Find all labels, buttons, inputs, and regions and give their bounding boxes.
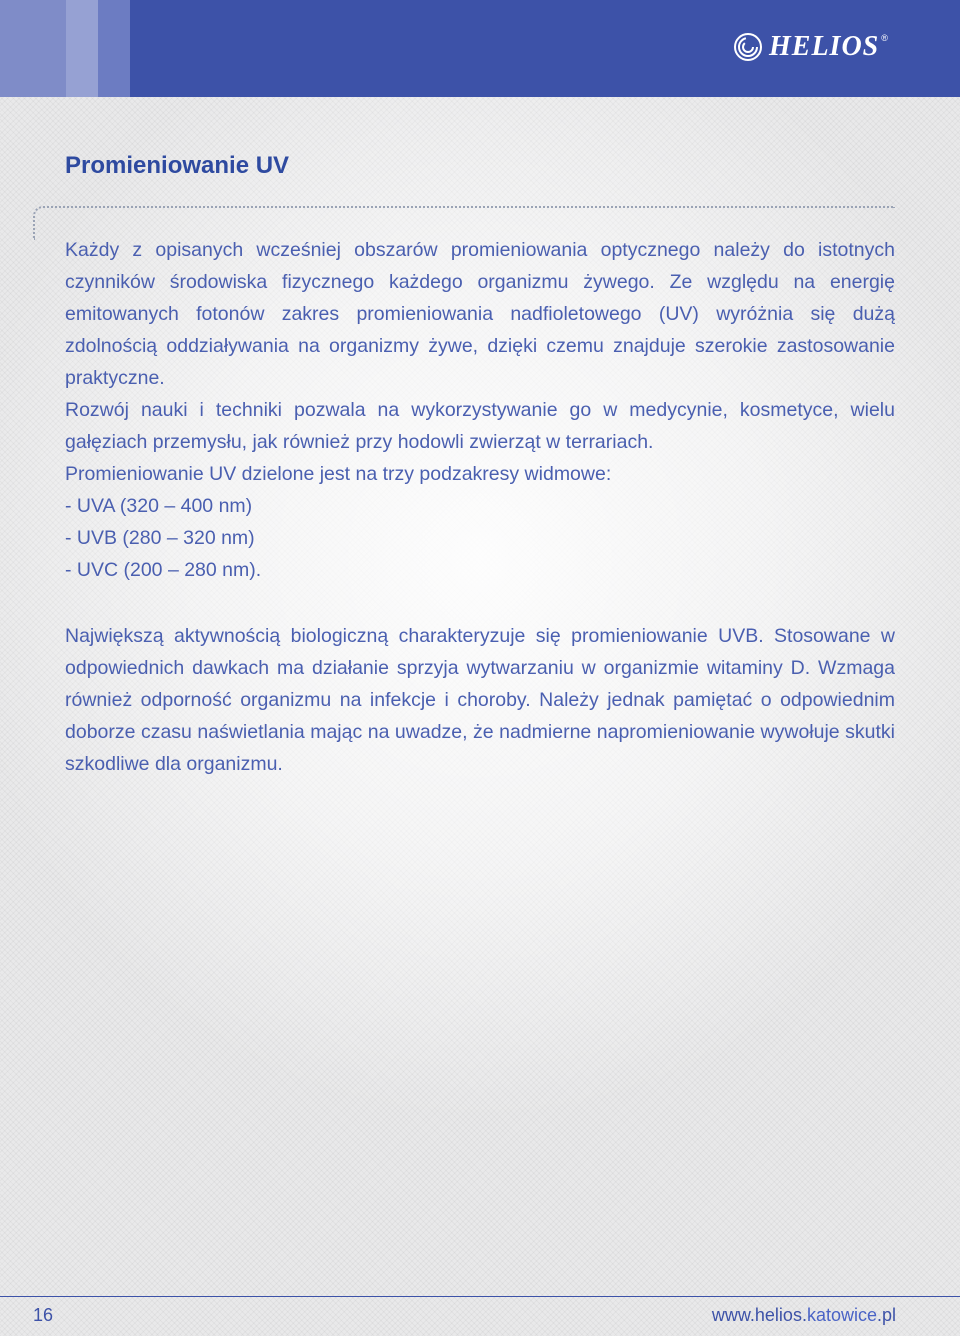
- helios-swirl-icon: [733, 32, 763, 62]
- header-stripe: [98, 0, 130, 97]
- registered-mark: ®: [881, 33, 888, 43]
- article-body: [65, 234, 895, 780]
- url-prefix: www.helios.: [711, 1305, 807, 1325]
- list-item-uvc: - UVC (200 – 280 nm).: [65, 559, 262, 581]
- header-band: [0, 0, 960, 97]
- paragraph-intro: Każdy z opisanych wcześniej obszarów promieniowania optycznego należy do istotnych czynników środowiska fizycznego każdego organizmu żywego. Ze względu na energię emitowanych fotonów zakres promieniowania nadfioletowego (UV) wyróżnia się dużą zdolnością oddziaływania na organizmy żywe, dzięki czemu znajduje szerokie zastosowanie praktyczne.: [65, 239, 895, 389]
- header-stripe: [0, 0, 66, 97]
- paragraph-applications: Rozwój nauki i techniki pozwala na wykorzystywanie go w medycynie, kosmetyce, wielu gałęziach przemysłu, jak również przy hodowli zwierząt w terrariach.: [65, 399, 895, 453]
- url-accent: katowice: [806, 1305, 877, 1325]
- footer-divider: [0, 1296, 960, 1297]
- header-stripe: [66, 0, 98, 97]
- list-item-uva: - UVA (320 – 400 nm): [65, 495, 253, 517]
- paragraph-uvb-activity: Największą aktywnością biologiczną charakteryzuje się promieniowanie UVB. Stosowane w odpowiednich dawkach ma działanie sprzyja wytwarzaniu w organizmie witaminy D. Wzmaga również odporność organizmu na infekcje i choroby. Należy jednak pamiętać o odpowiednim doborze czasu naświetlania mając na uwadze, że nadmierne napromieniowanie wywołuje skutki szkodliwe dla organizmu.: [65, 625, 895, 775]
- page-title: Promieniowanie UV: [65, 152, 290, 179]
- list-item-uvb: - UVB (280 – 320 nm): [65, 527, 255, 549]
- url-suffix: .pl: [876, 1305, 896, 1325]
- logo-text: HELIOS: [769, 31, 880, 62]
- helios-logo: [733, 29, 888, 65]
- footer-url[interactable]: [712, 1305, 896, 1326]
- paragraph-subranges: Promieniowanie UV dzielone jest na trzy podzakresy widmowe:: [65, 463, 612, 485]
- page-number: 16: [33, 1305, 54, 1325]
